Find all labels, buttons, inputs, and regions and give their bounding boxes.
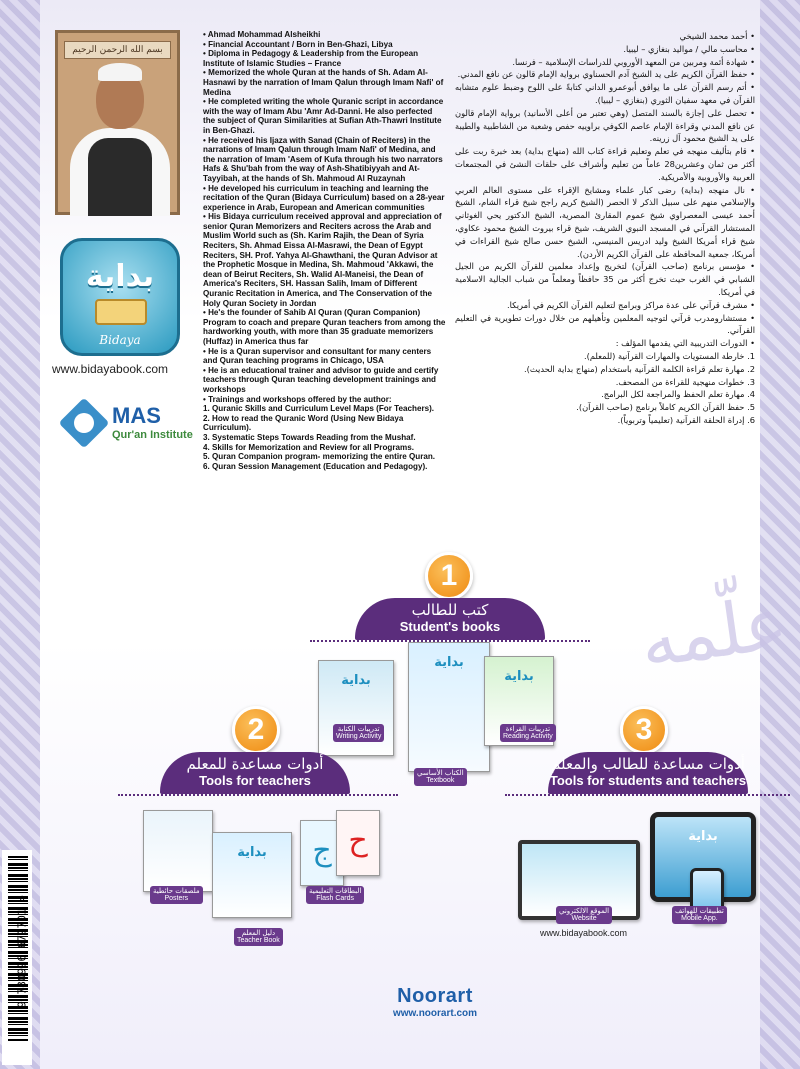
bio-ar-item: • مشرف قرآني على عدة مراكز وبرامج لتعليم القرآن الكريم في أمريكا. xyxy=(506,299,755,310)
bio-en-item: • Trainings and workshops offered by the author: xyxy=(203,394,392,404)
bio-ar-item: • نال منهجه (بداية) رضى كبار علماء ومشايخ الإقراء على مستوى العالم العربي والإسلامي منهم على سبيل الذكر لا الحصر (الشيخ كريم راجح شيخ قراء الشام، الشيخ أحمد عيسى المعصراوي شيخ عموم المقارئ المصرية، الشيخ الدكتور يحي الغوثاني المستشار القرآني في المسجد النبوي الشريف، شيخ قراء بيروت الشيخ محمود عكاوي، شيخ قراء أمريكا الشيخ وليد ادريس المنيسي، الشيخ حسن صالح شيخ القراءات في أمريكا، جمعية المحافظة على القرآن الكريم الأردن). xyxy=(455,184,755,259)
bio-ar-item: 5. حفظ القرآن الكريم كاملاً برنامج (صاحب القرآن). xyxy=(576,402,755,413)
background-calligraphy: علّمه xyxy=(634,580,793,684)
photo-calligraphy-band: بسم الله الرحمن الرحيم xyxy=(64,41,171,59)
flash-card-2: ح xyxy=(336,810,380,876)
bio-en-item: • Financial Accountant / Born in Ben-Ghazi, Libya xyxy=(203,39,393,49)
bio-en-item: • Diploma in Pedagogy & Leadership from the European Institute of Islamic Studies – France xyxy=(203,49,419,68)
bio-ar-item: 3. خطوات منهجية للقراءة من المصحف. xyxy=(615,376,755,387)
section-1-banner: كتب للطالب Student's books xyxy=(355,598,545,640)
flash-card-1: ج xyxy=(300,820,344,886)
author-photo xyxy=(55,30,180,215)
bidaya-website-small-link[interactable]: www.bidayabook.com xyxy=(540,928,628,938)
bio-en-item: • Memorized the whole Quran at the hands of Sh. Adam Al-Hasnawi by the narration of Imam Qalun through Imam Nafi' of Medina xyxy=(203,68,444,97)
open-quran-icon xyxy=(95,299,147,325)
bio-ar-item: • مؤسس برنامج (صاحب القرآن) لتخريج وإعداد معلمين للقرآن الكريم من الجيل الشبابي في الغرب حيث تخرج أكثر من 35 حافظاً ومعلماً من شباب الجالية الاسلامية في أمريكا. xyxy=(455,261,755,297)
teacher-book-label: دليل المعلم Teacher Book xyxy=(234,928,283,946)
section-3-banner: أدوات مساعدة للطالب والمعلم Tools for students and teachers xyxy=(548,752,748,794)
section-1-number-badge: 1 xyxy=(425,552,473,600)
section-2-number-badge: 2 xyxy=(232,706,280,754)
bio-ar-item: • تحصل على إجازة بالسند المتصل (وهي تعتبر من أعلى الأسانيد) برواية الإمام قالون عن نافع المدني وقراءة الإمام عاصم الكوفي براوييه حفص وشعبة من الشاطبية والطيبة على يد الشيخ محمود آل زرينه. xyxy=(455,107,755,144)
bio-ar-item: 4. مهارة تعلم الحفظ والمراجعة لكل البرامج. xyxy=(601,389,755,400)
isbn-barcode xyxy=(2,850,32,1065)
english-biography xyxy=(203,30,446,471)
bio-en-item: • He received his Ijaza with Sanad (Chain of Reciters) in the narrations of Imam Qalun through Imam Nafi' of Medina, and the narration of Imam 'Asem of Kufa through his two narrators Hafs & Shu'bah from the way of Ash-Shatibiyyah and At-Tayyibah, at the hands of Sh. Mahmoud Al Ruzaynah xyxy=(203,135,443,183)
publisher-url[interactable]: www.noorart.com xyxy=(392,1008,478,1019)
bidaya-logo xyxy=(60,238,180,356)
bio-ar-item: • محاسب مالي / مواليد بنغازي – ليبيا. xyxy=(623,43,755,54)
bidaya-website-link[interactable]: www.bidayabook.com xyxy=(52,362,169,376)
bio-ar-item: • أحمد محمد الشيخي xyxy=(679,31,755,41)
bio-ar-item: • أتم رسم القرآن على ما يوافق أبوعمرو الداني كتابةً على اللوح وضبط علوم متشابه القرآن في معهد سفيان الثوري (بنغازي – ليبيا). xyxy=(455,82,755,105)
bio-ar-item: • الدورات التدريبية التي يقدمها المؤلف : xyxy=(615,338,755,349)
bio-en-item: • He's the founder of Sahib Al Quran (Quran Companion) Program to coach and prepare Quran teachers from among the hardworking youth, with more than 35 graduate memorizers (Huffaz) in America thus far xyxy=(203,308,446,346)
bio-en-item: 5. Quran Companion program- memorizing the entire Quran. xyxy=(203,452,436,462)
teacher-book-cover: بداية xyxy=(212,832,292,918)
writing-activity-book: بداية xyxy=(318,660,394,756)
publisher-name: Noorart xyxy=(397,985,473,1007)
website-label: الموقع الالكتروني Website xyxy=(556,906,612,924)
bio-en-item: • He developed his curriculum in teaching and learning the recitation of the Quran (Bidaya Curriculum) based on a 28-year experience in Arab, European and American communities xyxy=(203,183,445,212)
tablet-app-screen: بداية xyxy=(650,812,756,902)
publisher-logo xyxy=(360,985,510,1019)
bio-ar-item: • قام بتأليف منهجه في تعلم وتعليم قراءة كتاب الله (منهاج بداية) بعد خبرة ربت على أكثر من ثمان وعشرين28 عاماً من تعليم وأشراف على حلقات النشئ في المجتمعات العربية والأوروبية والأمريكية. xyxy=(455,146,755,182)
posters-stack xyxy=(143,810,213,892)
bio-en-item: 6. Quran Session Management (Education and Pedagogy). xyxy=(203,461,428,471)
bio-en-item: • Ahmad Mohammad Alsheikhi xyxy=(203,30,321,39)
bio-en-item: • He is a Quran supervisor and consultant for many centers and Quran teaching programs in Chicago, USA xyxy=(203,346,432,366)
bio-en-item: • He completed writing the whole Quranic script in accordance with the way of Imam Abu 'Amr Ad-Danni. He also perfected the subject of Quran Similarities at Sufian Ath-Thawri Institute in Ben-Ghazi. xyxy=(203,97,444,135)
posters-label: ملصقات حائطية Posters xyxy=(150,886,203,904)
bio-ar-item: 6. إدراة الحلقة القرآنية (تعليمياً وتربوياً). xyxy=(617,414,755,425)
reading-activity-book: بداية xyxy=(484,656,554,746)
section-2-banner: أدوات مساعدة للمعلم Tools for teachers xyxy=(160,752,350,794)
section-3-number-badge: 3 xyxy=(620,706,668,754)
bio-ar-item: • شهادة أئمة ومربين من المعهد الأوروبي للدراسات الإسلامية – فرنسا. xyxy=(512,56,755,67)
bio-en-item: • His Bidaya curriculum received approval and appreciation of senior Quran Memorizers and Reciters across the Arab and Muslim World such as (Sh. Karim Rajih, the Dean of Syria Reciters, Sh. Ahmad Eissa Al-Masrawi, the Dean of Egypt Reciters, SH. Prof. Yahya Al-Ghawthani, the Quran Advisor at the Prophetic Mosque in Medina, Sh. Mahmoud 'Akkawi, the dean of Beirut Reciters, Sh. Walid Al-Maneisi, the Dean of America's Reciters, SH. Hassan Salih, Imam of Different Quranic Recitation in America, and The Conservation of the Holy Quran Society in Jordan xyxy=(203,212,442,308)
right-ornament-border xyxy=(760,0,800,1069)
bio-en-item: 4. Skills for Memorization and Review for all Programs. xyxy=(203,442,414,452)
bio-ar-item: • مستشارومدرب قرآني لتوجيه المعلمين وتأهيلهم من خلال دورات تطويرية في التعليم القرآني. xyxy=(455,312,755,336)
bio-ar-item: 1. خارطة المستويات والمهارات القرآنية (للمعلم). xyxy=(583,350,755,361)
barcode-digits: 9 780996 679701 > xyxy=(15,895,29,1008)
reading-activity-label: تدريبات القراءة Reading Activity xyxy=(500,724,556,742)
bio-en-item: • He is an educational trainer and advisor to guide and certify teachers through Quran teaching development trainings and workshops xyxy=(203,365,439,394)
bidaya-logo-latin: Bidaya xyxy=(99,333,141,347)
bio-en-item: 1. Quranic Skills and Curriculum Level Maps (For Teachers). xyxy=(203,404,435,414)
textbook-label: الكتاب الأساسي Textbook xyxy=(414,768,467,786)
arabic-biography xyxy=(455,30,755,427)
flash-cards-label: البطاقات التعليمية Flash Cards xyxy=(306,886,364,904)
textbook-cover: بداية xyxy=(408,642,490,772)
mobile-app-label: تطبيقات للهواتف Mobile App. xyxy=(672,906,727,924)
bio-en-item: 2. How to read the Quranic Word (Using New Bidaya Curriculum). xyxy=(203,413,404,433)
writing-activity-label: تدريبات الكتابة Writing Activity xyxy=(333,724,384,742)
bio-ar-item: • حفظ القرآن الكريم على يد الشيخ آدم الحسناوي برواية الإمام قالون عن نافع المدني. xyxy=(457,69,755,80)
bio-en-item: 3. Systematic Steps Towards Reading from the Mushaf. xyxy=(203,432,416,442)
bidaya-logo-arabic: بداية xyxy=(85,259,155,294)
bio-ar-item: 2. مهارة تعلم قراءة الكلمة القرآنية باستخدام (منهاج بداية الحديث). xyxy=(523,363,755,374)
mas-logo: MAS Qur'an Institute xyxy=(66,405,216,445)
